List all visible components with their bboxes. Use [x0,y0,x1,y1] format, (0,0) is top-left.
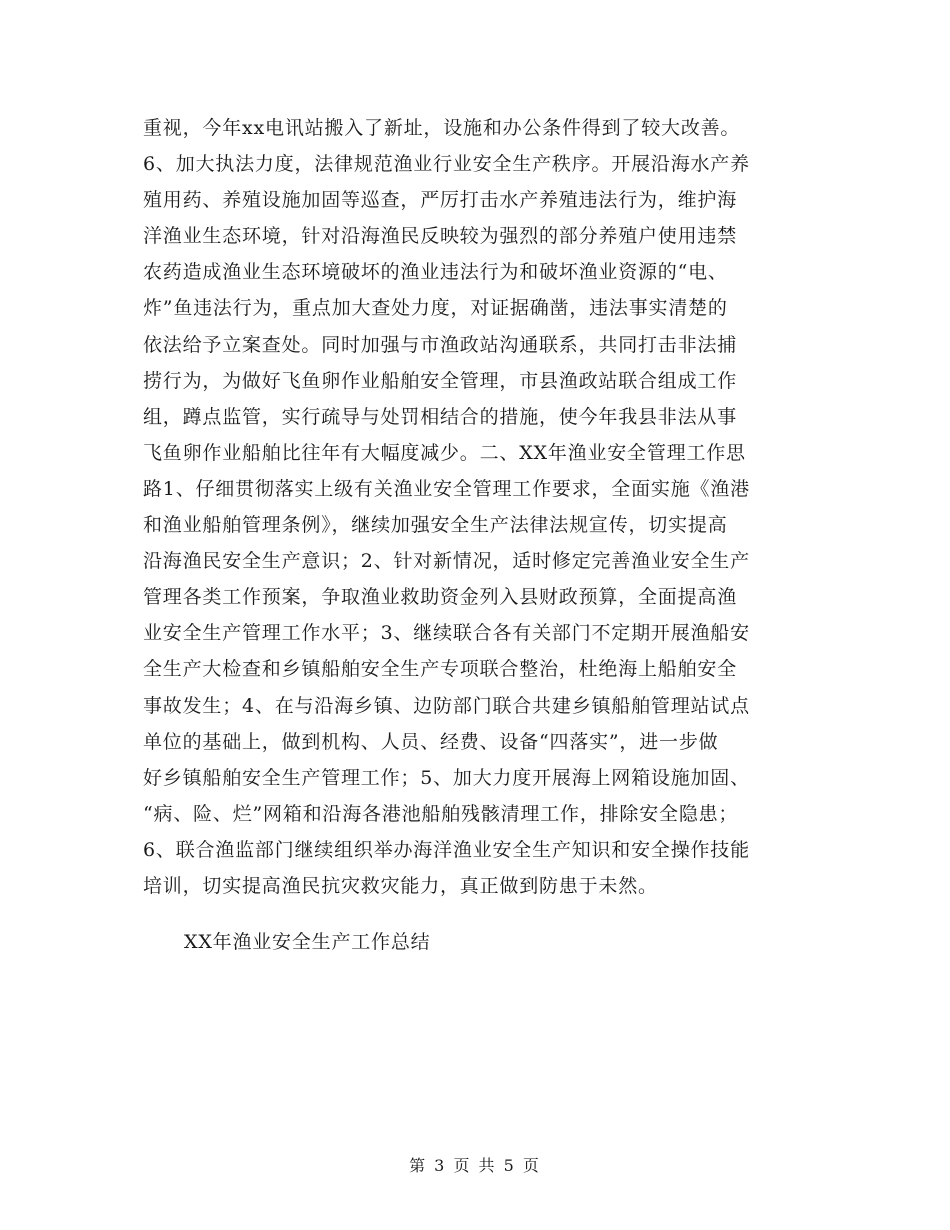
text-line: 依法给予立案查处。同时加强与市渔政站沟通联系，共同打击非法捕 [143,333,738,356]
text-line: 管理各类工作预案，争取渔业救助资金列入县财政预算，全面提高渔 [143,586,738,609]
text-line: “病、险、烂”网箱和沿海各港池船舶残骸清理工作，排除安全隐患； [143,802,739,825]
text-line: 业安全生产管理工作水平；3、继续联合各有关部门不定期开展渔船安 [143,622,750,645]
text-line: 单位的基础上，做到机构、人员、经费、设备“四落实”，进一步做 [143,730,719,753]
text-line: 路1、仔细贯彻落实上级有关渔业安全管理工作要求，全面实施《渔港 [143,477,750,500]
text-line: 6、加大执法力度，法律规范渔业行业安全生产秩序。开展沿海水产养 [143,153,750,176]
text-line: 洋渔业生态环境，针对沿海渔民反映较为强烈的部分养殖户使用违禁 [143,225,738,248]
text-line: 6、联合渔监部门继续组织举办海洋渔业安全生产知识和安全操作技能 [143,838,750,861]
text-line: 飞鱼卵作业船舶比往年有大幅度减少。二、XX年渔业安全管理工作思 [143,441,746,464]
text-line: 殖用药、养殖设施加固等巡查，严厉打击水产养殖违法行为，维护海 [143,189,738,212]
text-line: 炸”鱼违法行为，重点加大查处力度，对证据确凿，违法事实清楚的 [143,297,728,320]
body-text [143,110,823,904]
text-line: 全生产大检查和乡镇船舶安全生产专项联合整治，杜绝海上船舶安全 [143,658,738,681]
text-line: 和渔业船舶管理条例》，继续加强安全生产法律法规宣传，切实提高 [143,514,728,537]
text-line: 培训，切实提高渔民抗灾救灾能力，真正做到防患于未然。 [143,874,658,897]
text-line: 组，蹲点监管，实行疏导与处罚相结合的措施，使今年我县非法从事 [143,405,738,428]
text-line: 沿海渔民安全生产意识；2、针对新情况，适时修定完善渔业安全生产 [143,550,750,573]
text-line: 事故发生；4、在与沿海乡镇、边防部门联合共建乡镇船舶管理站试点 [143,694,750,717]
text-line: 捞行为，为做好飞鱼卵作业船舶安全管理，市县渔政站联合组成工作 [143,369,738,392]
text-line: 好乡镇船舶安全生产管理工作；5、加大力度开展海上网箱设施加固、 [143,766,750,789]
text-line: 重视，今年xx电讯站搬入了新址，设施和办公条件得到了较大改善。 [143,117,741,139]
closing-title: XX年渔业安全生产工作总结 [184,931,431,953]
text-line: 农药造成渔业生态环境破坏的渔业违法行为和破坏渔业资源的“电、 [143,261,728,284]
page-number: 第 3 页 共 5 页 [409,1156,541,1175]
